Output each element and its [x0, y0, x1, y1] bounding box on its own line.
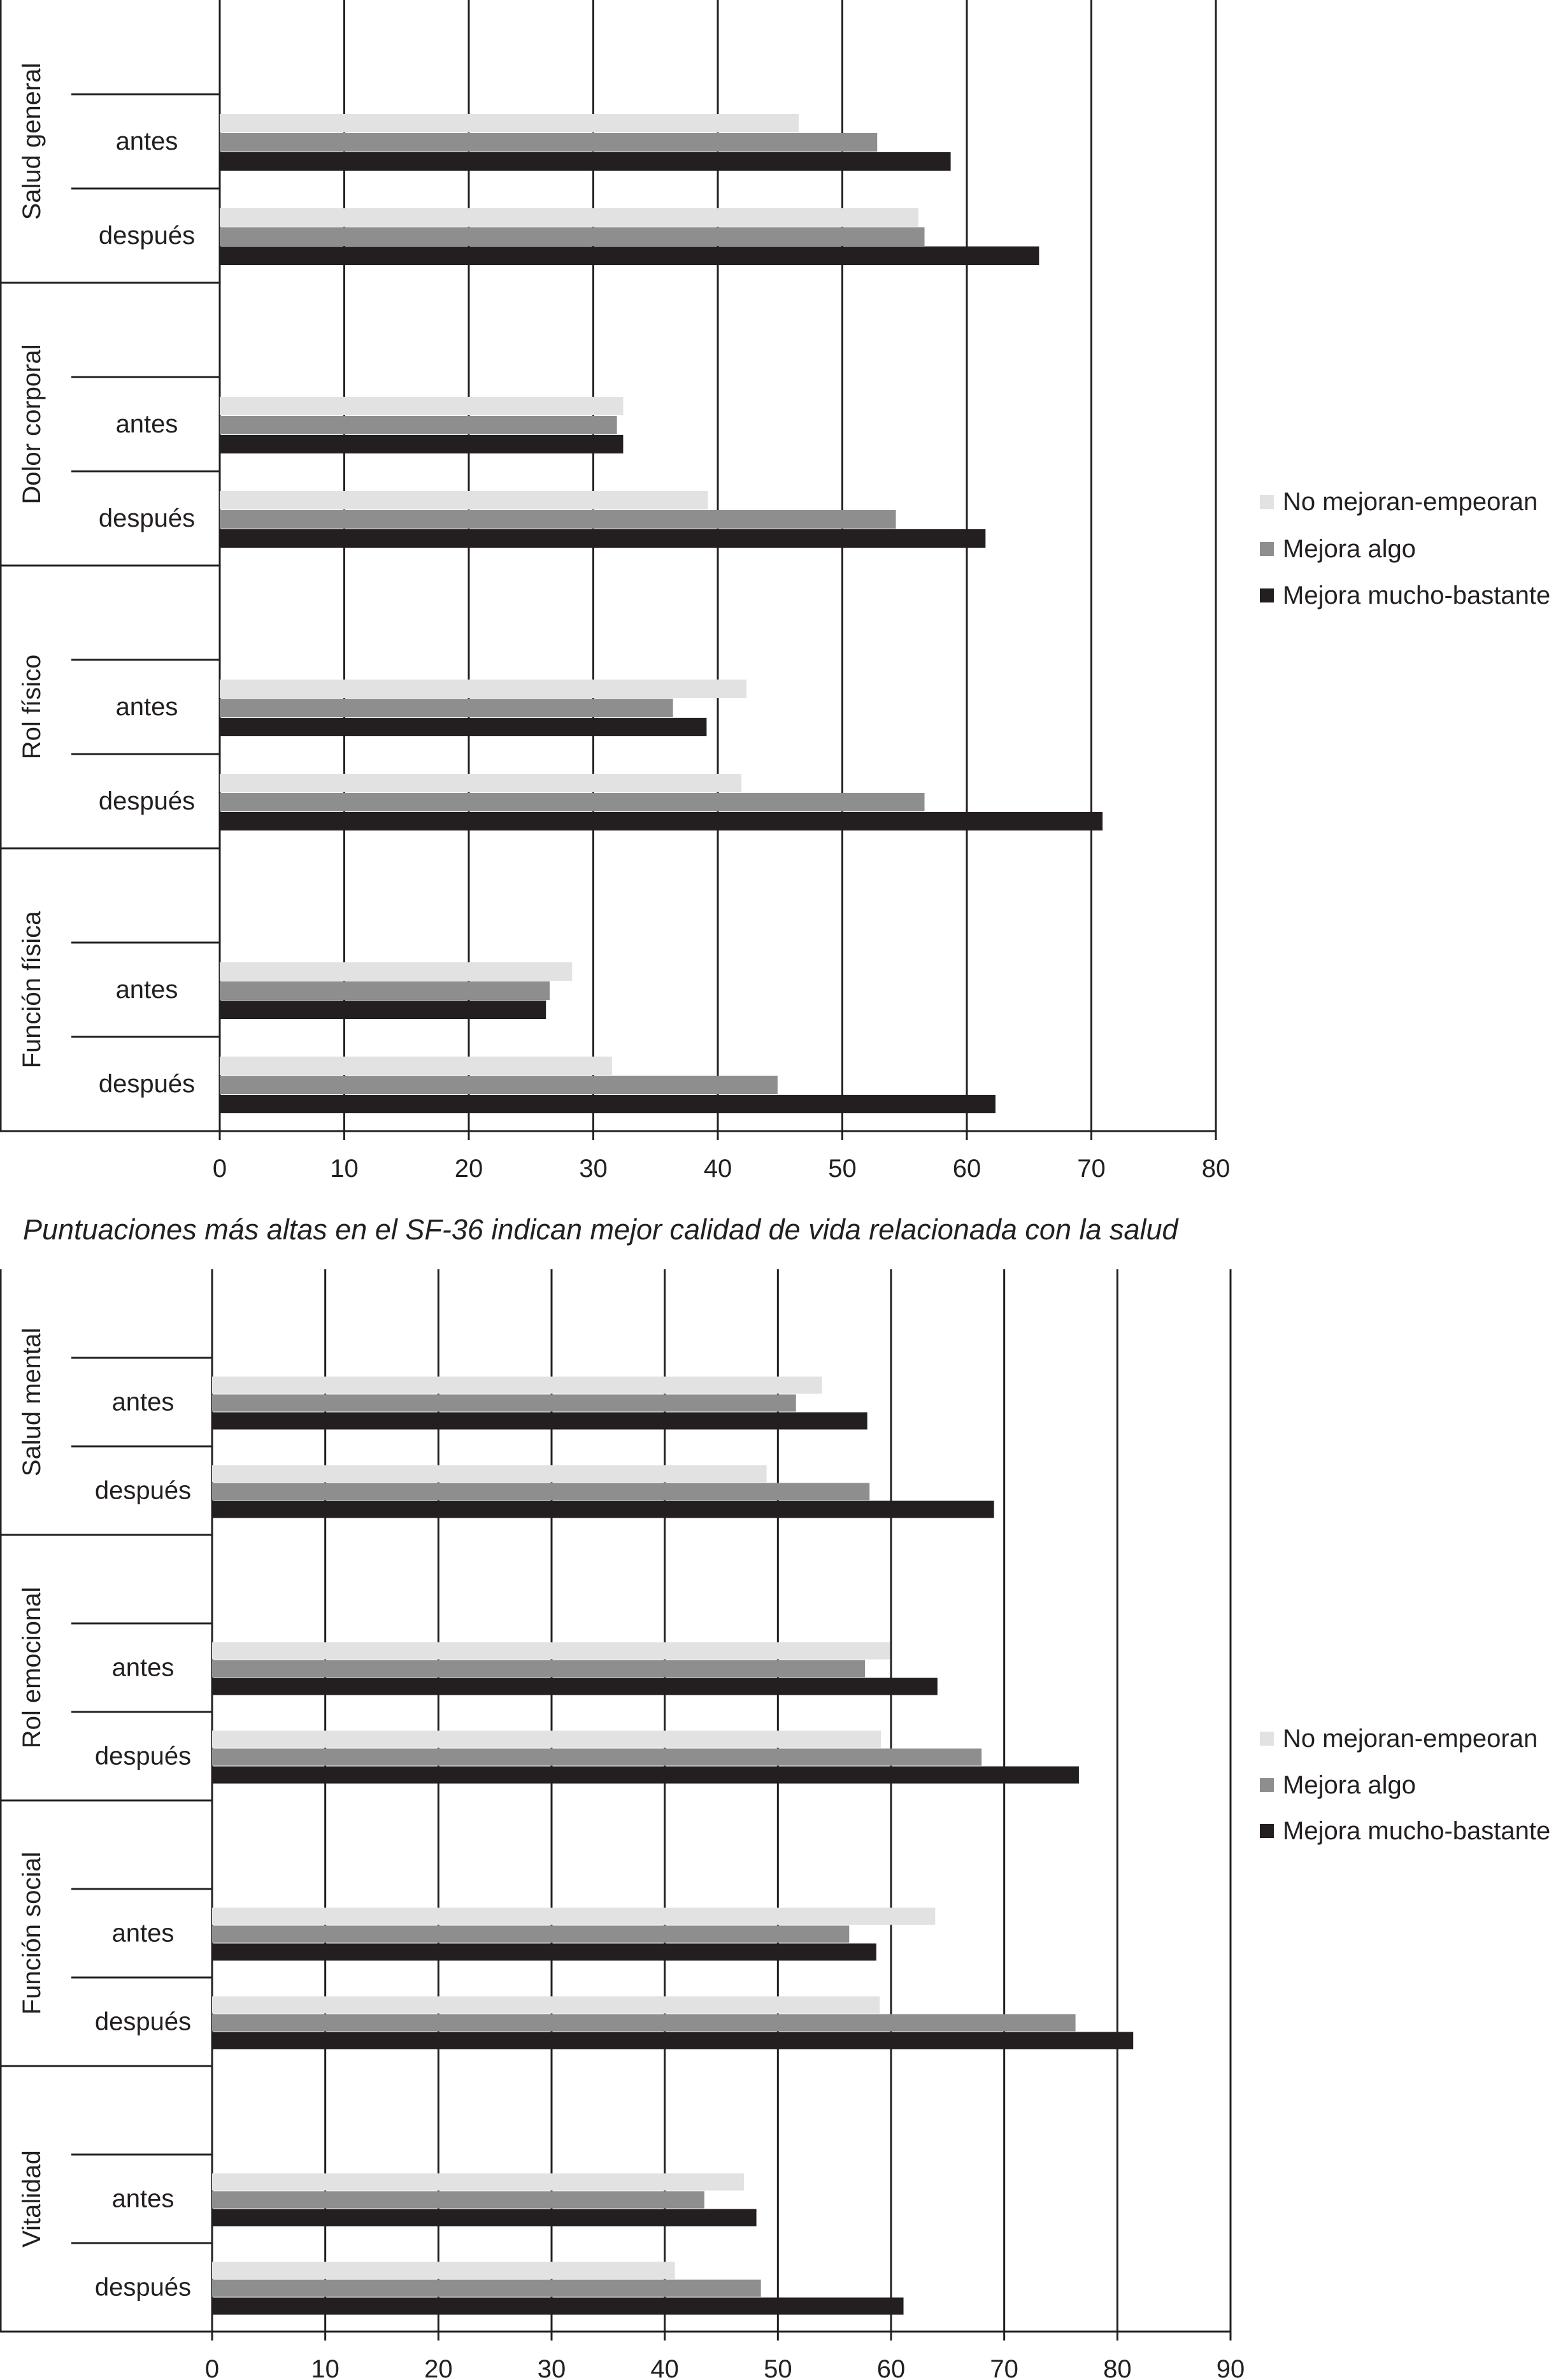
- category-label: antes: [111, 1919, 175, 1948]
- group-label: Dolor corporal: [18, 344, 46, 504]
- x-tick-label: 90: [1216, 2355, 1245, 2380]
- bar: [212, 1465, 767, 1483]
- legend-label: Mejora algo: [1283, 535, 1417, 563]
- legend-label: No mejoran-empeoran: [1283, 1725, 1538, 1753]
- x-tick-label: 0: [212, 1155, 227, 1183]
- legend-swatch: [1260, 1732, 1274, 1746]
- category-label: antes: [115, 127, 178, 155]
- bar: [212, 1908, 935, 1925]
- category-label: antes: [115, 693, 178, 721]
- legend-swatch: [1260, 1778, 1274, 1792]
- footnote: Puntuaciones más altas en el SF-36 indican mejor calidad de vida relacionada con la salud: [23, 1213, 1178, 1246]
- bar: [212, 2298, 904, 2315]
- bar: [212, 1642, 890, 1660]
- category-label: después: [94, 2273, 192, 2302]
- category-label: antes: [111, 1388, 175, 1416]
- bar: [220, 152, 951, 171]
- bar: [212, 1731, 881, 1748]
- bar: [220, 208, 918, 227]
- category-label: antes: [115, 976, 178, 1004]
- bar: [220, 1001, 546, 1019]
- bar: [220, 962, 572, 981]
- bar: [220, 510, 896, 529]
- bar: [220, 491, 708, 509]
- group-label: Salud general: [18, 62, 46, 220]
- group-label: Rol emocional: [18, 1586, 46, 1749]
- bar: [212, 1678, 938, 1695]
- category-label: después: [98, 222, 196, 250]
- legend-label: Mejora mucho-bastante: [1283, 581, 1551, 609]
- x-tick-label: 10: [311, 2355, 339, 2380]
- bar: [220, 416, 617, 434]
- group-label: Salud mental: [18, 1327, 46, 1477]
- category-label: después: [94, 1742, 192, 1771]
- x-tick-label: 80: [1103, 2355, 1132, 2380]
- legend-swatch: [1260, 588, 1274, 602]
- bar: [220, 981, 550, 1000]
- x-tick-label: 60: [876, 2355, 906, 2380]
- group-label: Vitalidad: [18, 2150, 46, 2248]
- bar: [212, 1944, 876, 1961]
- legend-label: No mejoran-empeoran: [1283, 488, 1538, 516]
- bar: [212, 2014, 1076, 2032]
- bar: [212, 1749, 981, 1766]
- bar: [220, 397, 623, 415]
- x-tick-label: 80: [1201, 1155, 1231, 1183]
- bar: [220, 699, 673, 717]
- category-label: antes: [111, 1653, 175, 1682]
- bar: [212, 2280, 761, 2297]
- legend-swatch: [1260, 495, 1274, 509]
- bar: [220, 680, 746, 698]
- legend-label: Mejora algo: [1283, 1771, 1417, 1799]
- category-label: antes: [111, 2184, 175, 2213]
- bar: [212, 1660, 865, 1678]
- legend-swatch: [1260, 1824, 1274, 1838]
- bar: [212, 2174, 744, 2191]
- bar: [212, 1501, 994, 1518]
- legend-swatch: [1260, 542, 1274, 556]
- x-tick-label: 30: [579, 1155, 608, 1183]
- category-label: después: [98, 504, 196, 532]
- x-tick-label: 50: [828, 1155, 857, 1183]
- bar: [220, 1076, 778, 1094]
- x-tick-label: 20: [454, 1155, 483, 1183]
- bar: [220, 114, 799, 132]
- x-tick-label: 70: [990, 2355, 1018, 2380]
- bar: [220, 1095, 996, 1113]
- bar: [220, 793, 925, 811]
- bar: [212, 1413, 867, 1430]
- bar: [220, 774, 741, 792]
- category-label: después: [98, 787, 196, 815]
- x-tick-label: 70: [1077, 1155, 1106, 1183]
- x-tick-label: 50: [764, 2355, 792, 2380]
- bar: [220, 529, 985, 548]
- legend-label: Mejora mucho-bastante: [1283, 1817, 1551, 1845]
- bar: [212, 1997, 880, 2014]
- bar: [220, 246, 1039, 265]
- bar: [212, 1395, 796, 1412]
- x-tick-label: 10: [330, 1155, 359, 1183]
- x-tick-label: 60: [952, 1155, 981, 1183]
- bar: [212, 2262, 675, 2279]
- category-label: antes: [115, 410, 178, 438]
- bar: [212, 1926, 849, 1943]
- bar: [220, 435, 623, 453]
- bar: [212, 1377, 822, 1394]
- x-tick-label: 40: [703, 1155, 732, 1183]
- bar: [220, 1057, 612, 1075]
- category-label: después: [94, 1476, 192, 1505]
- x-tick-label: 30: [537, 2355, 566, 2380]
- bar: [220, 227, 925, 246]
- bar: [212, 2209, 757, 2227]
- bar: [212, 2191, 704, 2209]
- bar: [212, 1483, 869, 1500]
- bar: [212, 2032, 1133, 2049]
- x-tick-label: 0: [204, 2355, 220, 2380]
- category-label: después: [98, 1070, 196, 1098]
- group-label: Función física: [18, 911, 46, 1069]
- bar: [220, 812, 1103, 830]
- group-label: Rol físico: [18, 654, 46, 760]
- bar: [220, 133, 877, 152]
- x-tick-label: 40: [650, 2355, 679, 2380]
- chart-2: [0, 1269, 1550, 2380]
- x-tick-label: 20: [424, 2355, 453, 2380]
- bar: [220, 718, 706, 736]
- category-label: después: [94, 2007, 192, 2036]
- bar: [212, 1767, 1079, 1784]
- group-label: Función social: [18, 1851, 46, 2015]
